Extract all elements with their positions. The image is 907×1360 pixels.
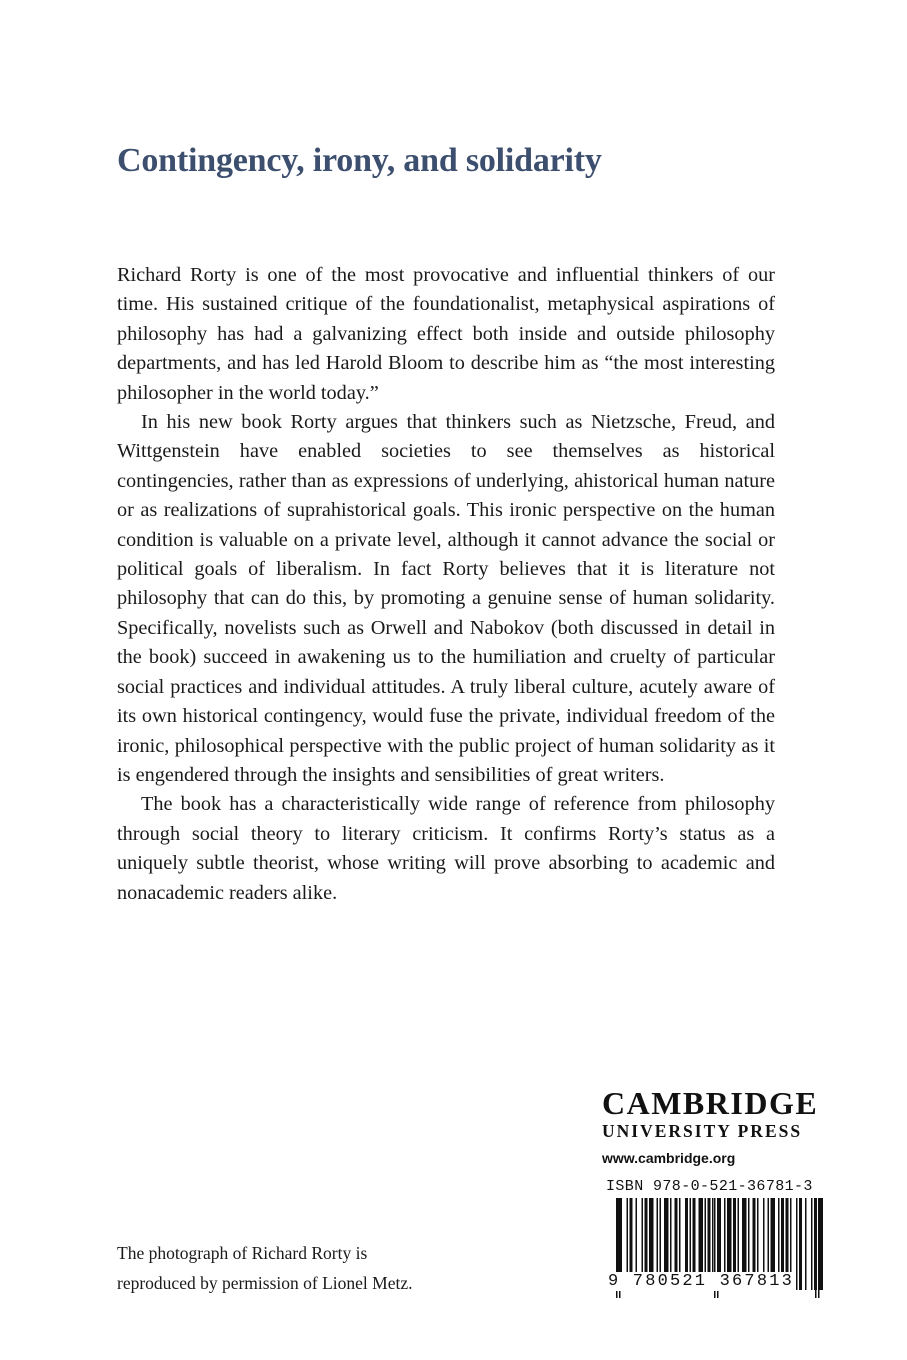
blurb-paragraph-2: In his new book Rorty argues that thinkers such as Nietzsche, Freud, and Wittgenstein have enabled societies to see themselves as historical contingencies, rather than as expressions of underlying, ahistorical human nature or as realizations of suprahistorical goals. This ironic perspective on the human condition is valuable on a private level, although it cannot advance the social or political goals of liberalism. In fact Rorty believes that it is literature not philosophy that can do this, by promoting a genuine sense of human solidarity. Specifically, novelists such as Orwell and Nabokov (both discussed in detail in the book) succeed in awakening us to the humiliation and cruelty of particular social practices and individual attitudes. A truly liberal culture, acutely aware of its own historical contingency, would fuse the private, individual freedom of the ironic, philosophical perspective with the public project of human solidarity as it is engendered through the insights and sensibilities of great writers.	[117, 411, 775, 786]
publisher-subtitle: UNIVERSITY PRESS	[602, 1121, 803, 1141]
publisher-name: CAMBRIDGE	[602, 1085, 819, 1121]
blurb-paragraph-1: Richard Rorty is one of the most provocative and influential thinkers of our time. His sustained critique of the foundationalist, metaphysical aspirations of philosophy has had a galvanizing effect both inside and outside philosophy departments, and has led Harold Bloom to describe him as “the most interesting philosopher in the world today.”	[117, 264, 775, 404]
book-description	[117, 261, 775, 908]
isbn-barcode	[606, 1178, 828, 1306]
photo-credit-line-2: reproduced by permission of Lionel Metz.	[117, 1273, 413, 1293]
book-title: Contingency, irony, and solidarity	[117, 142, 602, 179]
publisher-url: www.cambridge.org	[602, 1150, 736, 1166]
isbn-label: ISBN 978-0-521-36781-3	[606, 1178, 813, 1195]
barcode-digits: 9 780521 367813	[608, 1272, 795, 1291]
publisher-logo	[602, 1086, 834, 1166]
photo-credit-line-1: The photograph of Richard Rorty is	[117, 1243, 368, 1263]
blurb-paragraph-3: The book has a characteristically wide range of reference from philosophy through social theory to literary criticism. It confirms Rorty’s status as a uniquely subtle theorist, whose writing will prove absorbing to academic and nonacademic readers alike.	[117, 793, 775, 904]
photo-credit	[117, 1238, 412, 1298]
